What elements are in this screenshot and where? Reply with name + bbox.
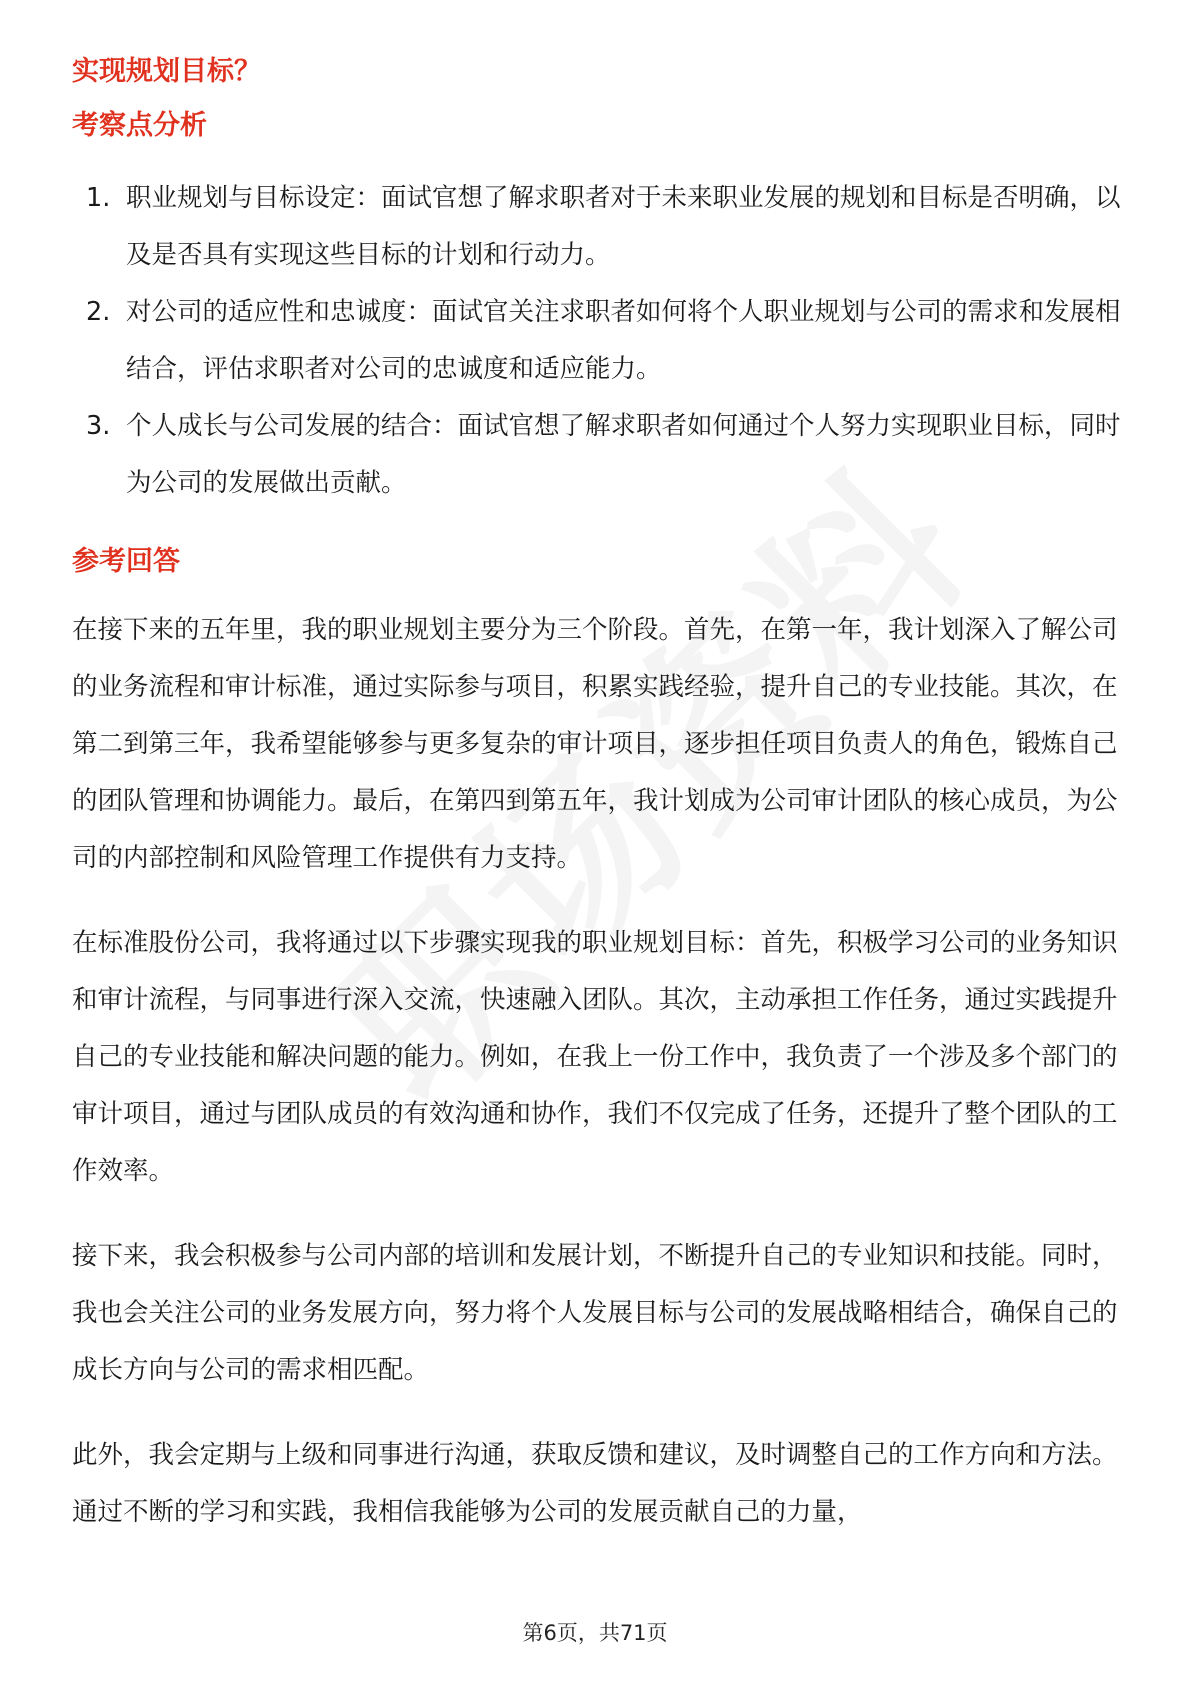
answer-paragraph: 在标准股份公司，我将通过以下步骤实现我的职业规划目标：首先，积极学习公司的业务知识和审计流程，与同事进行深入交流，快速融入团队。其次，主动承担工作任务，通过实践提升自己的专业技能和解决问题的能力。例如，在我上一份工作中，我负责了一个涉及多个部门的审计项目，通过与团队成员的有效沟通和协作，我们不仅完成了任务，还提升了整个团队的工作效率。 [72,928,1118,1186]
question-title: 实现规划目标？ [72,56,261,87]
list-item-number: 2. [86,297,111,327]
list-item-text: 个人成长与公司发展的结合：面试官想了解求职者如何通过个人努力实现职业目标，同时为公司的发展做出贡献。 [126,411,1121,498]
analysis-list [72,170,1122,512]
document-page [72,52,1122,1541]
answer-paragraph: 在接下来的五年里，我的职业规划主要分为三个阶段。首先，在第一年，我计划深入了解公司的业务流程和审计标准，通过实际参与项目，积累实践经验，提升自己的专业技能。其次，在第二到第三年，我希望能够参与更多复杂的审计项目，逐步担任项目负责人的角色，锻炼自己的团队管理和协调能力。最后，在第四到第五年，我计划成为公司审计团队的核心成员，为公司的内部控制和风险管理工作提供有力支持。 [72,615,1118,873]
list-item [72,170,1122,284]
analysis-heading: 考察点分析 [72,110,207,141]
list-item-text: 职业规划与目标设定：面试官想了解求职者对于未来职业发展的规划和目标是否明确，以及是否具有实现这些目标的计划和行动力。 [126,183,1121,270]
answer-paragraph: 接下来，我会积极参与公司内部的培训和发展计划，不断提升自己的专业知识和技能。同时，我也会关注公司的业务发展方向，努力将个人发展目标与公司的发展战略相结合，确保自己的成长方向与公司的需求相匹配。 [72,1241,1118,1385]
list-item-text: 对公司的适应性和忠诚度：面试官关注求职者如何将个人职业规划与公司的需求和发展相结合，评估求职者对公司的忠诚度和适应能力。 [126,297,1121,384]
answer-heading: 参考回答 [72,546,180,577]
page-number: 第6页，共71页 [522,1621,668,1645]
list-item [72,398,1122,512]
answer-body [72,602,1122,1541]
answer-paragraph: 此外，我会定期与上级和同事进行沟通，获取反馈和建议，及时调整自己的工作方向和方法。通过不断的学习和实践，我相信我能够为公司的发展贡献自己的力量， [72,1440,1118,1527]
list-item-number: 3. [86,411,111,441]
list-item-number: 1. [86,183,111,213]
list-item [72,284,1122,398]
